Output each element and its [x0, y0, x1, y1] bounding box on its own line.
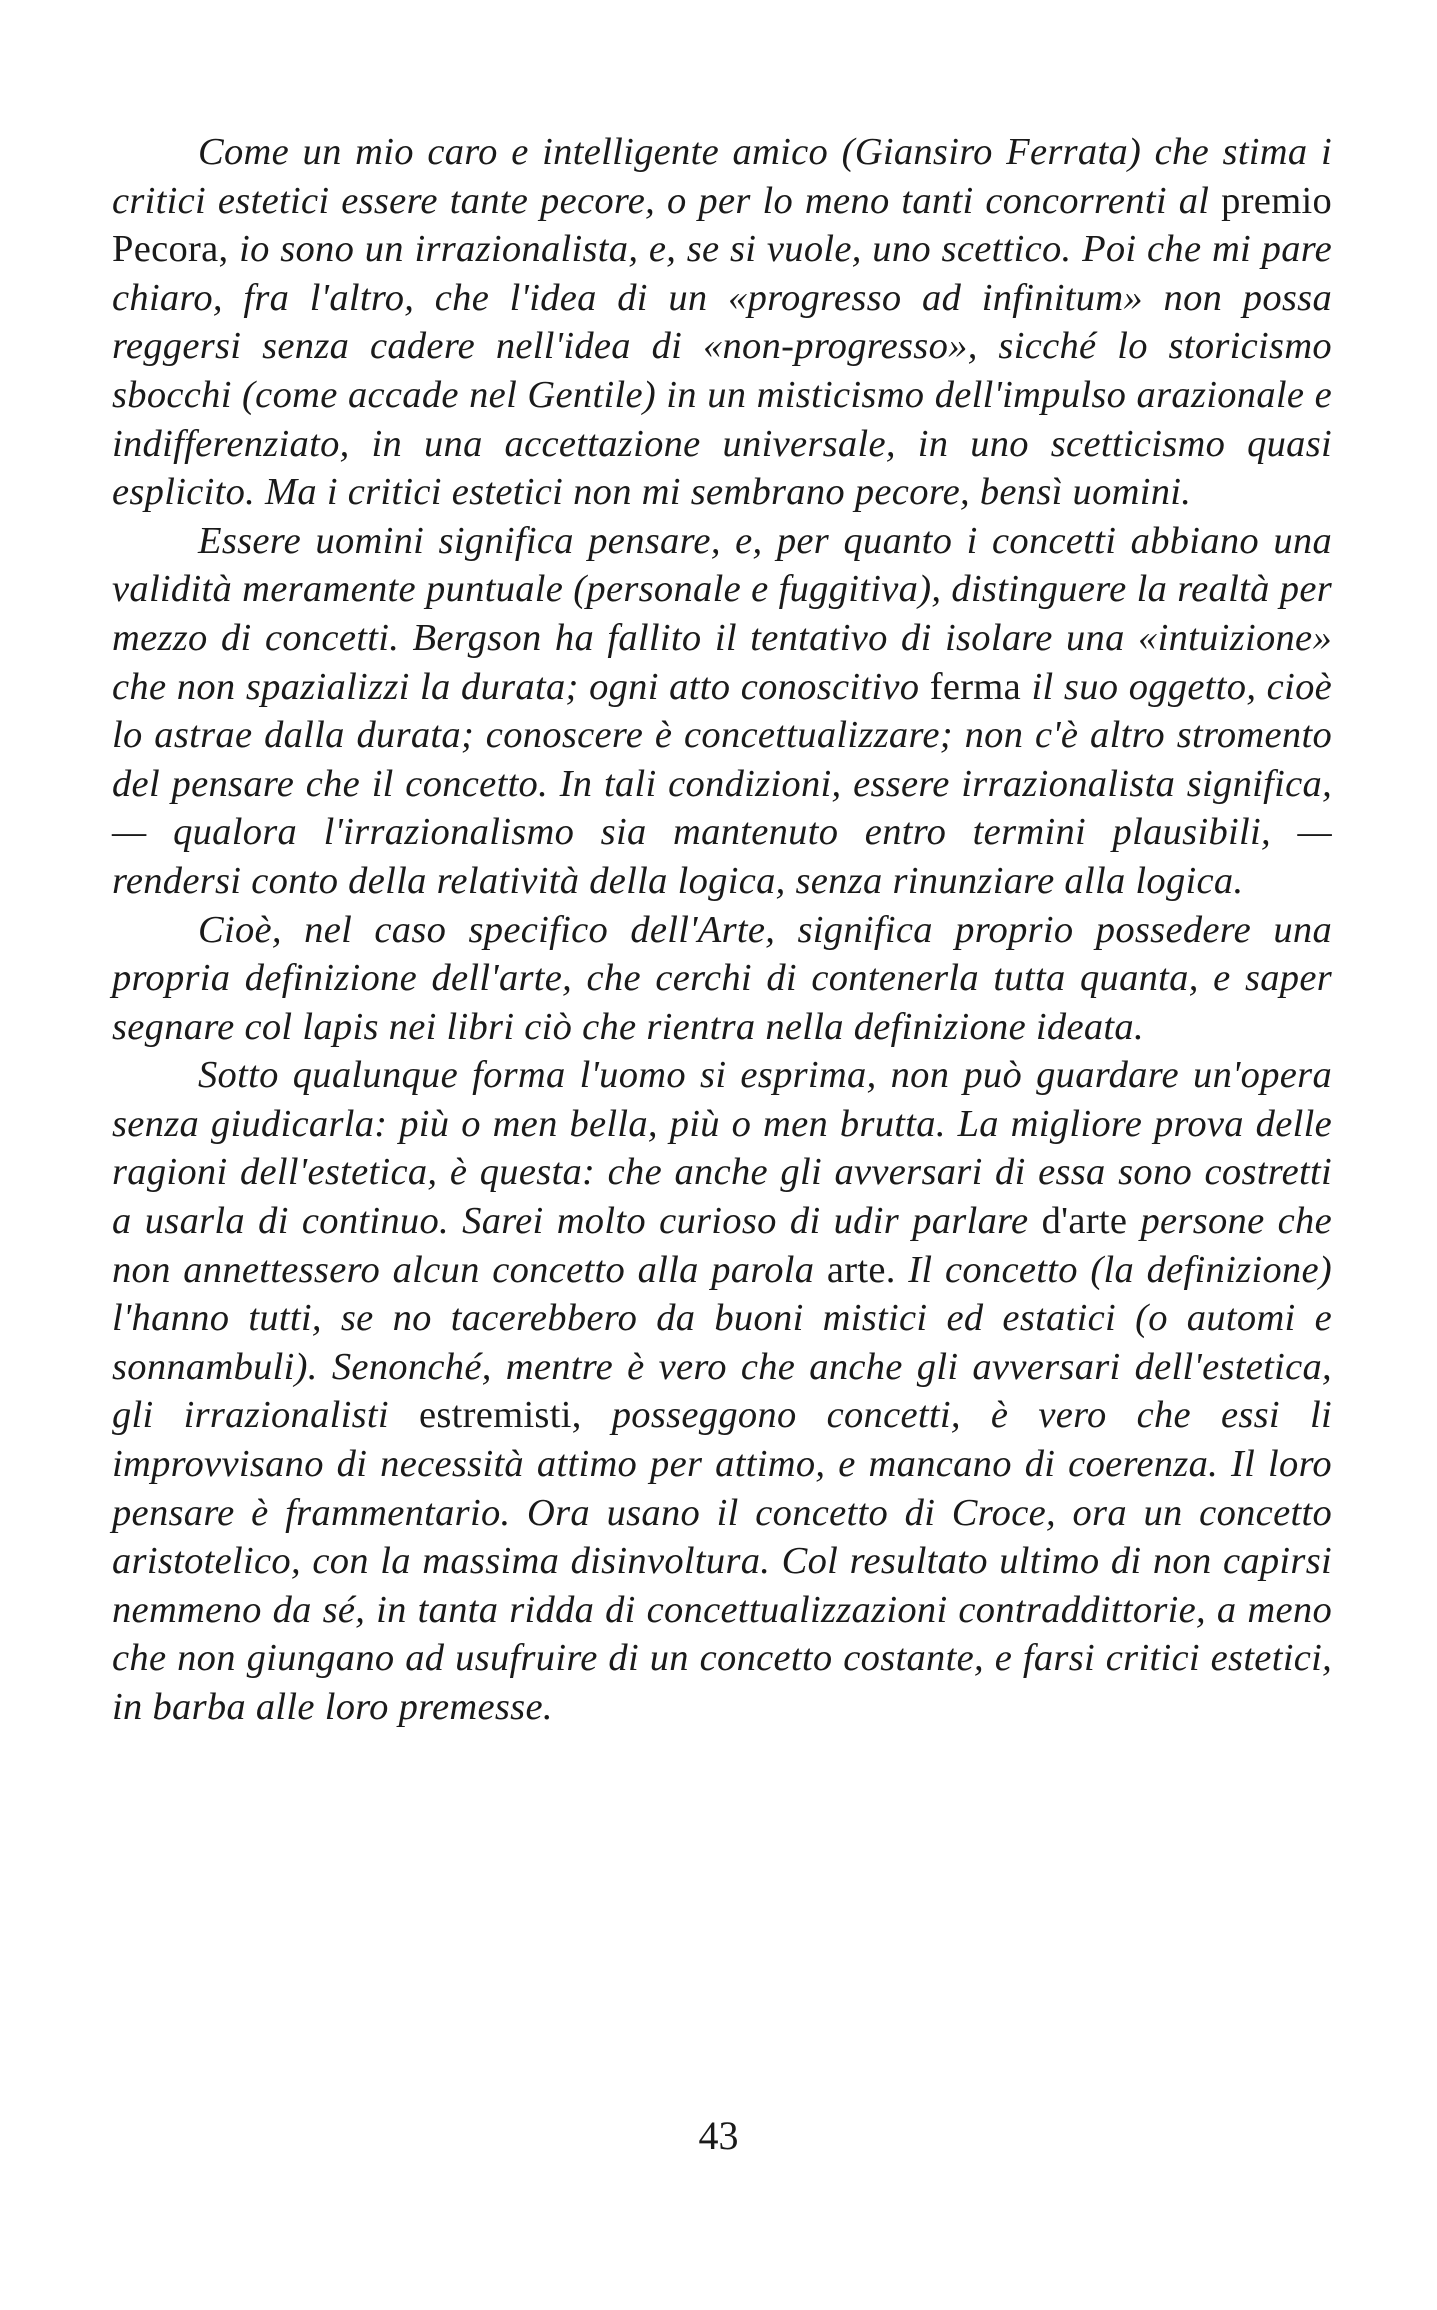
paragraph-2	[112, 517, 1332, 906]
paragraph-3-text-1: Cioè, nel caso specifico dell'Arte, significa proprio possedere una propria definizione dell'arte, che cerchi di contenerla tutta quanta, e saper segnare col lapis nei libri ciò che rientra nella definizione ideata.	[112, 908, 1332, 1048]
paragraph-1-text-2: premio Pecora,	[112, 179, 1332, 271]
paragraph-4-text-6: estremisti,	[419, 1394, 582, 1437]
paragraph-2-text-2: ferma	[929, 665, 1022, 708]
paragraph-4-text-3: persone che non annettessero alcun concetto alla parola	[112, 1200, 1332, 1291]
paragraph-3	[112, 906, 1332, 1052]
paragraph-4-text-1: Sotto qualunque forma l'uomo si esprima, non può guardare un'opera senza giudicarla: più o men bella, più o men brutta. La migliore prova delle ragioni dell'estetica, è questa: che anche gli avversari di essa sono costretti a usarla di continuo. Sarei molto curioso di udir parlare	[112, 1054, 1332, 1243]
paragraph-1-text-3: io sono un irrazionalista, e, se si vuole, uno scettico. Poi che mi pare chiaro, fra l'altro, che l'idea di un «progresso ad infinitum» non possa reggersi senza cadere nell'idea di «non-progresso», sicché lo storicismo sbocchi (come accade nel Gentile) in un misticismo dell'impulso arazionale e indifferenziato, in una accettazione universale, in uno scetticismo quasi esplicito. Ma i critici estetici non mi sembrano pecore, bensì uomini.	[112, 228, 1332, 514]
paragraph-4-text-2: d'arte	[1041, 1200, 1128, 1243]
paragraph-1-text-1: Come un mio caro e intelligente amico (Giansiro Ferrata) che stima i critici estetici essere tante pecore, o per lo meno tanti concorrenti al	[112, 131, 1332, 222]
paragraph-2-text-1: Essere uomini significa pensare, e, per quanto i concetti abbiano una validità meramente puntuale (personale e fuggitiva), distinguere la realtà per mezzo di concetti. Bergson ha fallito il tentativo di isolare una «intuizione» che non spazializzi la durata; ogni atto conoscitivo	[112, 519, 1332, 708]
paragraph-1	[112, 128, 1332, 517]
paragraph-4-text-5: Il concetto (la definizione) l'hanno tutti, se no tacerebbero da buoni mistici ed estatici (o automi e sonnambuli). Senonché, mentre è vero che anche gli avversari dell'estetica, gli irrazionalisti	[112, 1248, 1332, 1437]
paragraph-4-text-4: arte.	[826, 1248, 896, 1291]
page-number: 43	[698, 2113, 739, 2158]
paragraph-2-text-3: il suo oggetto, cioè lo astrae dalla durata; conoscere è concettualizzare; non c'è altro stromento del pensare che il concetto. In tali condizioni, essere irrazionalista significa, — qualora l'irrazionalismo sia mantenuto entro termini plausibili, — rendersi conto della relatività della logica, senza rinunziare alla logica.	[112, 665, 1333, 902]
paragraph-4-text-7: posseggono concetti, è vero che essi li improvvisano di necessità attimo per attimo, e mancano di coerenza. Il loro pensare è frammentario. Ora usano il concetto di Croce, ora un concetto aristotelico, con la massima disinvoltura. Col resultato ultimo di non capirsi nemmeno da sé, in tanta ridda di concettualizzazioni contraddittorie, a meno che non giungano ad usufruire di un concetto costante, e farsi critici estetici, in barba alle loro premesse.	[112, 1394, 1333, 1728]
page-body	[112, 128, 1332, 1732]
paragraph-4	[112, 1051, 1332, 1731]
